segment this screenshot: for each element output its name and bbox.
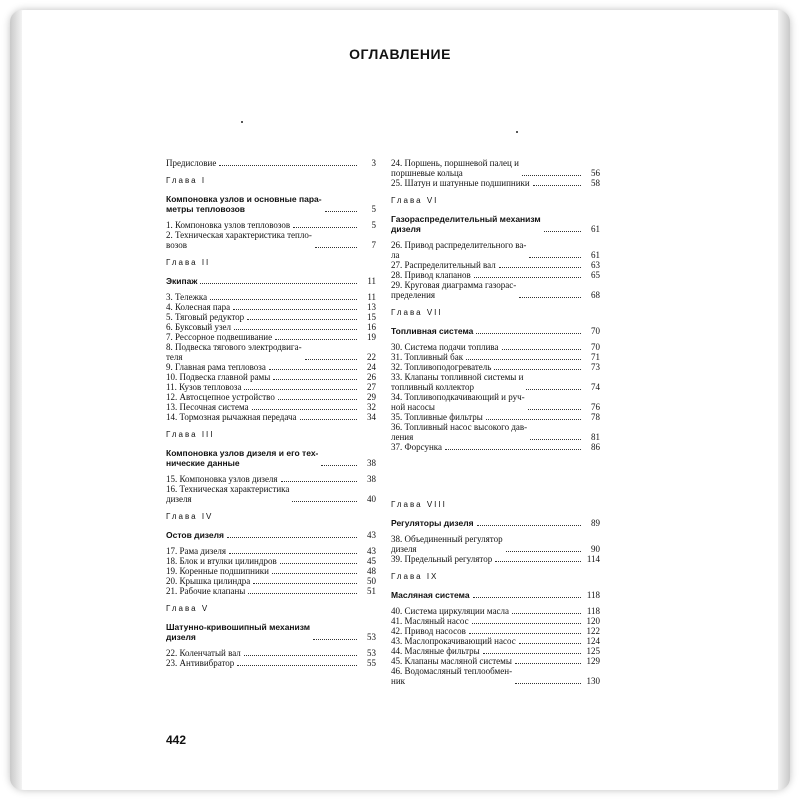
toc-entry-label: 1. Компоновка узлов тепловозов bbox=[166, 220, 291, 230]
toc-entry bbox=[166, 312, 376, 322]
toc-entry bbox=[391, 362, 600, 372]
page-number: 442 bbox=[166, 733, 187, 747]
toc-entry-page: 43 bbox=[367, 546, 376, 556]
toc-entry bbox=[166, 556, 376, 566]
dot-leader bbox=[466, 358, 581, 360]
toc-entry-label: 7. Рессорное подвешивание bbox=[166, 332, 273, 342]
toc-entry-label: 21. Рабочие клапаны bbox=[166, 586, 246, 596]
toc-entry bbox=[391, 646, 600, 656]
chapter-heading: Глава VI bbox=[391, 196, 439, 205]
toc-entry-page: 81 bbox=[591, 432, 600, 442]
toc-entry bbox=[166, 474, 376, 484]
toc-entry bbox=[391, 534, 600, 554]
toc-entry-label: 23. Антивибратор bbox=[166, 658, 235, 668]
toc-entry-label: Топливная система bbox=[391, 326, 474, 336]
toc-entry-page: 3 bbox=[371, 158, 376, 168]
toc-entry-label: 5. Тяговый редуктор bbox=[166, 312, 245, 322]
dot-leader bbox=[528, 408, 581, 410]
toc-section-entry bbox=[391, 214, 600, 234]
toc-entry-label: 38. Объединенный регулятор дизеля bbox=[391, 534, 503, 554]
toc-entry bbox=[166, 658, 376, 668]
toc-entry bbox=[391, 372, 600, 392]
toc-entry-label: 22. Коленчатый вал bbox=[166, 648, 241, 658]
toc-entry-page: 63 bbox=[591, 260, 600, 270]
toc-entry bbox=[166, 220, 376, 230]
dot-leader bbox=[253, 582, 357, 584]
toc-entry-page: 53 bbox=[367, 632, 376, 642]
toc-entry-page: 11 bbox=[367, 292, 376, 302]
dot-leader bbox=[244, 654, 357, 656]
toc-entry bbox=[166, 342, 376, 362]
toc-entry-page: 89 bbox=[591, 518, 600, 528]
dot-leader bbox=[229, 552, 357, 554]
dot-leader bbox=[506, 550, 581, 552]
toc-entry-label: 24. Поршень, поршневой палец и поршневые кольца bbox=[391, 158, 519, 178]
dot-leader bbox=[526, 388, 581, 390]
toc-entry bbox=[166, 230, 376, 250]
toc-entry-label: 2. Техническая характеристика тепло- возов bbox=[166, 230, 312, 250]
toc-entry-label: 18. Блок и втулки цилиндров bbox=[166, 556, 277, 566]
dot-leader bbox=[502, 348, 581, 350]
dot-leader bbox=[315, 246, 357, 248]
toc-entry bbox=[166, 402, 376, 412]
dot-leader bbox=[275, 338, 357, 340]
toc-entry-page: 90 bbox=[591, 544, 600, 554]
toc-section-entry bbox=[391, 518, 600, 528]
toc-section-entry bbox=[166, 276, 376, 286]
dot-leader bbox=[248, 592, 357, 594]
toc-entry-label: 9. Главная рама тепловоза bbox=[166, 362, 266, 372]
toc-entry-label: 44. Масляные фильтры bbox=[391, 646, 480, 656]
dot-leader bbox=[278, 398, 357, 400]
dot-leader bbox=[519, 296, 581, 298]
toc-entry bbox=[391, 554, 600, 564]
toc-entry-page: 78 bbox=[591, 412, 600, 422]
toc-section-entry bbox=[166, 622, 376, 642]
toc-entry-page: 53 bbox=[367, 648, 376, 658]
toc-entry-label: 29. Круговая диаграмма газорас- пределения bbox=[391, 280, 517, 300]
dot-leader bbox=[474, 276, 581, 278]
toc-entry bbox=[166, 546, 376, 556]
dot-leader bbox=[472, 622, 581, 624]
toc-section-entry bbox=[166, 530, 376, 540]
toc-entry-page: 120 bbox=[586, 616, 600, 626]
toc-section-entry bbox=[166, 448, 376, 468]
chapter-heading: Глава IV bbox=[166, 512, 214, 521]
dot-leader bbox=[469, 632, 581, 634]
toc-entry bbox=[166, 412, 376, 422]
toc-entry-label: 34. Топливоподкачивающий и руч- ной насосы bbox=[391, 392, 525, 412]
dot-leader bbox=[476, 332, 581, 334]
page-title: ОГЛАВЛЕНИЕ bbox=[349, 46, 451, 62]
toc-entry-page: 34 bbox=[367, 412, 376, 422]
toc-entry-label: Компоновка узлов и основные пара- метры тепловозов bbox=[166, 194, 322, 214]
toc-entry-page: 58 bbox=[591, 178, 600, 188]
toc-entry-page: 76 bbox=[591, 402, 600, 412]
chapter-heading: Глава III bbox=[166, 430, 215, 439]
toc-entry-label: 3. Тележка bbox=[166, 292, 208, 302]
toc-entry bbox=[391, 422, 600, 442]
toc-entry-page: 65 bbox=[591, 270, 600, 280]
toc-entry-page: 5 bbox=[371, 220, 376, 230]
toc-entry bbox=[391, 260, 600, 270]
dot-leader bbox=[293, 226, 357, 228]
dot-leader bbox=[305, 358, 357, 360]
dot-leader bbox=[281, 480, 357, 482]
toc-entry-page: 22 bbox=[367, 352, 376, 362]
toc-entry-label: 35. Топливные фильтры bbox=[391, 412, 483, 422]
toc-entry bbox=[391, 656, 600, 666]
toc-entry-page: 43 bbox=[367, 530, 376, 540]
toc-entry-page: 114 bbox=[586, 554, 600, 564]
dot-leader bbox=[533, 184, 581, 186]
toc-entry-page: 51 bbox=[367, 586, 376, 596]
toc-entry bbox=[166, 372, 376, 382]
toc-entry-label: 31. Топливный бак bbox=[391, 352, 464, 362]
toc-entry-page: 86 bbox=[591, 442, 600, 452]
toc-entry-label: 20. Крышка цилиндра bbox=[166, 576, 251, 586]
dot-leader bbox=[483, 652, 581, 654]
dot-leader bbox=[292, 500, 357, 502]
toc-entry bbox=[166, 362, 376, 372]
toc-entry-page: 118 bbox=[586, 606, 600, 616]
toc-entry-page: 71 bbox=[591, 352, 600, 362]
dot-leader bbox=[522, 174, 581, 176]
toc-entry bbox=[166, 158, 376, 168]
dot-leader bbox=[321, 464, 357, 466]
toc-entry-label: 32. Топливоподогреватель bbox=[391, 362, 492, 372]
toc-entry-label: 42. Привод насосов bbox=[391, 626, 466, 636]
toc-entry bbox=[391, 178, 600, 188]
toc-entry-page: 56 bbox=[591, 168, 600, 178]
toc-entry-label: 36. Топливный насос высокого дав- ления bbox=[391, 422, 528, 442]
toc-entry-label: Компоновка узлов дизеля и его тех- нические данные bbox=[166, 448, 319, 468]
toc-entry-page: 29 bbox=[367, 392, 376, 402]
toc-entry-page: 61 bbox=[591, 224, 600, 234]
dot-leader bbox=[473, 596, 581, 598]
toc-entry bbox=[391, 636, 600, 646]
dot-leader bbox=[272, 572, 357, 574]
dot-leader bbox=[210, 298, 357, 300]
toc-entry-page: 70 bbox=[591, 326, 600, 336]
dot-leader bbox=[519, 642, 581, 644]
toc-entry-label: 33. Клапаны топливной системы и топливный коллектор bbox=[391, 372, 524, 392]
toc-entry-page: 27 bbox=[367, 382, 376, 392]
dot-leader bbox=[247, 318, 357, 320]
toc-entry bbox=[391, 270, 600, 280]
toc-entry-page: 7 bbox=[371, 240, 376, 250]
toc-entry-page: 118 bbox=[586, 590, 600, 600]
toc-entry-page: 5 bbox=[371, 204, 376, 214]
toc-entry bbox=[391, 616, 600, 626]
toc-entry-page: 24 bbox=[367, 362, 376, 372]
dot-leader bbox=[325, 210, 357, 212]
toc-entry-label: 41. Масляный насос bbox=[391, 616, 469, 626]
toc-entry bbox=[166, 292, 376, 302]
toc-entry-page: 125 bbox=[586, 646, 600, 656]
toc-entry-label: 39. Предельный регулятор bbox=[391, 554, 493, 564]
dot-leader bbox=[252, 408, 357, 410]
toc-entry bbox=[391, 342, 600, 352]
toc-entry bbox=[391, 666, 600, 686]
toc-entry-label: Остов дизеля bbox=[166, 530, 224, 540]
toc-entry bbox=[391, 352, 600, 362]
toc-entry-page: 61 bbox=[591, 250, 600, 260]
dot-leader bbox=[200, 282, 357, 284]
toc-entry-page: 38 bbox=[367, 458, 376, 468]
toc-entry-label: Предисловие bbox=[166, 158, 217, 168]
toc-entry-page: 26 bbox=[367, 372, 376, 382]
dot-leader bbox=[544, 230, 581, 232]
toc-entry-label: 45. Клапаны масляной системы bbox=[391, 656, 512, 666]
toc-entry-label: 10. Подвеска главной рамы bbox=[166, 372, 271, 382]
toc-entry-label: 14. Тормозная рычажная передача bbox=[166, 412, 297, 422]
toc-entry bbox=[391, 280, 600, 300]
dot-leader bbox=[515, 662, 581, 664]
toc-entry-page: 48 bbox=[367, 566, 376, 576]
toc-entry-page: 11 bbox=[367, 276, 376, 286]
print-speck bbox=[516, 131, 518, 133]
toc-entry-label: Шатунно-кривошипный механизм дизеля bbox=[166, 622, 311, 642]
chapter-heading: Глава V bbox=[166, 604, 210, 613]
dot-leader bbox=[269, 368, 357, 370]
toc-entry bbox=[166, 586, 376, 596]
toc-entry-label: Экипаж bbox=[166, 276, 198, 286]
toc-entry-label: 4. Колесная пара bbox=[166, 302, 231, 312]
chapter-heading: Глава VIII bbox=[391, 500, 447, 509]
toc-entry bbox=[166, 576, 376, 586]
toc-entry bbox=[166, 302, 376, 312]
dot-leader bbox=[233, 308, 357, 310]
chapter-heading: Глава II bbox=[166, 258, 211, 267]
toc-entry-page: 45 bbox=[367, 556, 376, 566]
toc-entry-label: 43. Маслопрокачивающий насос bbox=[391, 636, 516, 646]
dot-leader bbox=[244, 388, 357, 390]
toc-entry-label: 26. Привод распределительного ва- ла bbox=[391, 240, 527, 260]
dot-leader bbox=[512, 612, 581, 614]
dot-leader bbox=[499, 266, 581, 268]
dot-leader bbox=[529, 256, 581, 258]
toc-entry-page: 55 bbox=[367, 658, 376, 668]
dot-leader bbox=[219, 164, 357, 166]
dot-leader bbox=[234, 328, 357, 330]
toc-entry bbox=[166, 392, 376, 402]
toc-entry bbox=[391, 412, 600, 422]
dot-leader bbox=[300, 418, 357, 420]
toc-entry-page: 74 bbox=[591, 382, 600, 392]
dot-leader bbox=[486, 418, 581, 420]
page-edge-right bbox=[778, 10, 790, 790]
dot-leader bbox=[445, 448, 581, 450]
toc-entry-label: 12. Автосцепное устройство bbox=[166, 392, 275, 402]
dot-leader bbox=[495, 560, 581, 562]
toc-entry-page: 15 bbox=[367, 312, 376, 322]
dot-leader bbox=[313, 638, 357, 640]
toc-entry-label: 30. Система подачи топлива bbox=[391, 342, 499, 352]
dot-leader bbox=[273, 378, 357, 380]
toc-entry bbox=[166, 484, 376, 504]
toc-entry-page: 40 bbox=[367, 494, 376, 504]
print-speck bbox=[241, 121, 243, 123]
chapter-heading: Глава VII bbox=[391, 308, 443, 317]
toc-entry-label: Регуляторы дизеля bbox=[391, 518, 474, 528]
toc-entry-label: 8. Подвеска тягового электродвига- теля bbox=[166, 342, 302, 362]
dot-leader bbox=[280, 562, 357, 564]
toc-entry bbox=[166, 332, 376, 342]
toc-section-entry bbox=[166, 194, 376, 214]
toc-entry-page: 16 bbox=[367, 322, 376, 332]
toc-entry-label: 46. Водомасляный теплообмен- ник bbox=[391, 666, 513, 686]
toc-entry bbox=[391, 442, 600, 452]
toc-entry-page: 130 bbox=[586, 676, 600, 686]
toc-entry-page: 13 bbox=[367, 302, 376, 312]
toc-entry bbox=[391, 158, 600, 178]
dot-leader bbox=[477, 524, 581, 526]
toc-entry-page: 122 bbox=[586, 626, 600, 636]
toc-entry-label: Масляная система bbox=[391, 590, 470, 600]
toc-entry-page: 19 bbox=[367, 332, 376, 342]
dot-leader bbox=[237, 664, 357, 666]
toc-entry-label: 16. Техническая характеристика дизеля bbox=[166, 484, 290, 504]
dot-leader bbox=[494, 368, 581, 370]
toc-entry-label: 6. Буксовый узел bbox=[166, 322, 231, 332]
toc-entry bbox=[166, 322, 376, 332]
page-edge-left bbox=[10, 10, 22, 790]
toc-entry bbox=[391, 240, 600, 260]
toc-entry-page: 68 bbox=[591, 290, 600, 300]
dot-leader bbox=[515, 682, 581, 684]
toc-entry-page: 129 bbox=[586, 656, 600, 666]
toc-entry-label: 15. Компоновка узлов дизеля bbox=[166, 474, 278, 484]
toc-entry-page: 38 bbox=[367, 474, 376, 484]
toc-entry-label: 28. Привод клапанов bbox=[391, 270, 471, 280]
toc-entry bbox=[166, 648, 376, 658]
toc-section-entry bbox=[391, 326, 600, 336]
toc-entry-page: 32 bbox=[367, 402, 376, 412]
toc-entry-label: 27. Распределительный вал bbox=[391, 260, 496, 270]
toc-entry-label: 17. Рама дизеля bbox=[166, 546, 226, 556]
toc-entry bbox=[391, 392, 600, 412]
toc-right-column bbox=[391, 158, 600, 686]
toc-entry bbox=[391, 606, 600, 616]
dot-leader bbox=[530, 438, 581, 440]
toc-entry-page: 50 bbox=[367, 576, 376, 586]
toc-entry-label: 40. Система циркуляции масла bbox=[391, 606, 510, 616]
toc-entry-page: 70 bbox=[591, 342, 600, 352]
dot-leader bbox=[227, 536, 357, 538]
toc-entry-label: 13. Песочная система bbox=[166, 402, 249, 412]
toc-entry-label: 11. Кузов тепловоза bbox=[166, 382, 242, 392]
toc-left-column bbox=[166, 158, 376, 668]
toc-entry bbox=[166, 382, 376, 392]
toc-entry-page: 124 bbox=[586, 636, 600, 646]
toc-entry bbox=[391, 626, 600, 636]
chapter-heading: Глава IX bbox=[391, 572, 439, 581]
toc-section-entry bbox=[391, 590, 600, 600]
toc-entry-label: 37. Форсунка bbox=[391, 442, 443, 452]
toc-entry-label: 25. Шатун и шатунные подшипники bbox=[391, 178, 530, 188]
toc-entry-label: 19. Коренные подшипники bbox=[166, 566, 269, 576]
toc-entry bbox=[166, 566, 376, 576]
chapter-heading: Глава I bbox=[166, 176, 207, 185]
toc-entry-page: 73 bbox=[591, 362, 600, 372]
toc-entry-label: Газораспределительный механизм дизеля bbox=[391, 214, 541, 234]
